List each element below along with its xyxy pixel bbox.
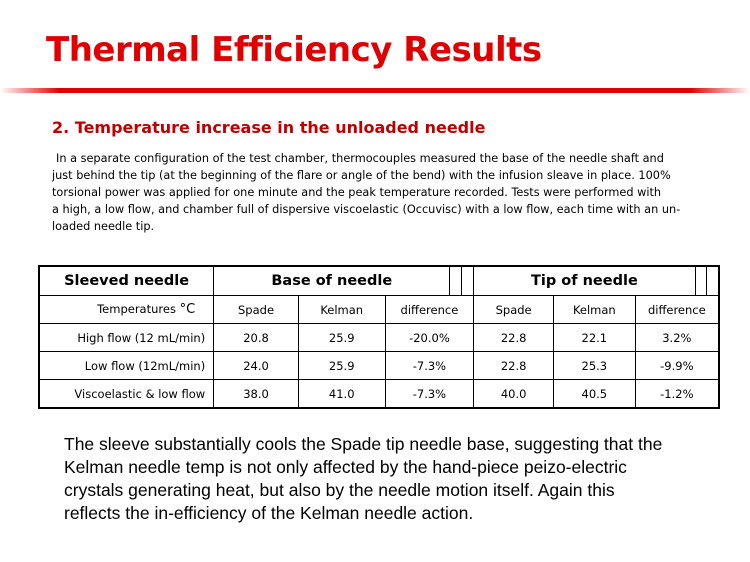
tip-of-needle-header: Tip of needle [474, 266, 695, 296]
tip-difference-cell: 3.2% [635, 324, 719, 352]
base-difference-cell: -20.0% [385, 324, 474, 352]
base-of-needle-header: Base of needle [214, 266, 450, 296]
table-row [39, 324, 719, 352]
tip-spade-header: Spade [474, 296, 554, 324]
tip-difference-header: difference [635, 296, 719, 324]
tip-difference-cell: -9.9% [635, 352, 719, 380]
tip-kelman-cell: 25.3 [553, 352, 635, 380]
section-heading: 2. Temperature increase in the unloaded needle [52, 118, 486, 137]
conclusion-line: Kelman needle temp is not only affected by the hand-piece peizo-electric [64, 457, 627, 477]
conclusion-text [64, 433, 724, 525]
row-label: Viscoelastic & low flow [39, 380, 214, 409]
base-kelman-cell: 25.9 [298, 352, 385, 380]
base-kelman-header: Kelman [298, 296, 385, 324]
sleeved-needle-header: Sleeved needle [39, 266, 214, 296]
tip-spade-cell: 22.8 [474, 324, 554, 352]
empty-cell [695, 266, 707, 296]
results-table [38, 265, 720, 409]
tip-kelman-cell: 40.5 [553, 380, 635, 409]
tip-kelman-header: Kelman [553, 296, 635, 324]
tip-spade-cell: 22.8 [474, 352, 554, 380]
empty-cell [707, 266, 719, 296]
base-difference-cell: -7.3% [385, 352, 474, 380]
empty-cell [462, 266, 474, 296]
row-label: High flow (12 mL/min) [39, 324, 214, 352]
conclusion-line: reflects the in-efficiency of the Kelman needle action. [64, 503, 474, 523]
table-subheader-row [39, 296, 719, 324]
paragraph-line: just behind the tip (at the beginning of the flare or angle of the bend) with the infusion sleave in place. 100% [52, 169, 671, 182]
slide-title: Thermal Efficiency Results [46, 30, 542, 70]
base-kelman-cell: 25.9 [298, 324, 385, 352]
conclusion-line: The sleeve substantially cools the Spade tip needle base, suggesting that the [64, 434, 663, 454]
base-difference-cell: -7.3% [385, 380, 474, 409]
tip-kelman-cell: 22.1 [553, 324, 635, 352]
paragraph-line: torsional power was applied for one minute and the peak temperature recorded. Tests were performed with [52, 186, 662, 199]
base-spade-cell: 24.0 [214, 352, 299, 380]
table-row [39, 380, 719, 409]
tip-spade-cell: 40.0 [474, 380, 554, 409]
base-spade-cell: 38.0 [214, 380, 299, 409]
empty-cell [450, 266, 462, 296]
tip-difference-cell: -1.2% [635, 380, 719, 409]
table-header-row [39, 266, 719, 296]
temperatures-text: Temperatures [97, 302, 176, 316]
base-kelman-cell: 41.0 [298, 380, 385, 409]
conclusion-line: crystals generating heat, but also by the needle motion itself. Again this [64, 480, 615, 500]
title-divider [0, 88, 750, 93]
row-label: Low flow (12mL/min) [39, 352, 214, 380]
paragraph-line: a high, a low flow, and chamber full of dispersive viscoelastic (Occuvisc) with a low flow, each time with an un- [52, 203, 681, 216]
paragraph-line: In a separate configuration of the test chamber, thermocouples measured the base of the needle shaft and [56, 152, 664, 165]
table-row [39, 352, 719, 380]
temperatures-label [39, 296, 214, 324]
base-difference-header: difference [385, 296, 474, 324]
description-paragraph [52, 150, 704, 235]
base-spade-cell: 20.8 [214, 324, 299, 352]
paragraph-line: loaded needle tip. [52, 220, 155, 233]
base-spade-header: Spade [214, 296, 299, 324]
celsius-unit: °C [179, 302, 196, 317]
